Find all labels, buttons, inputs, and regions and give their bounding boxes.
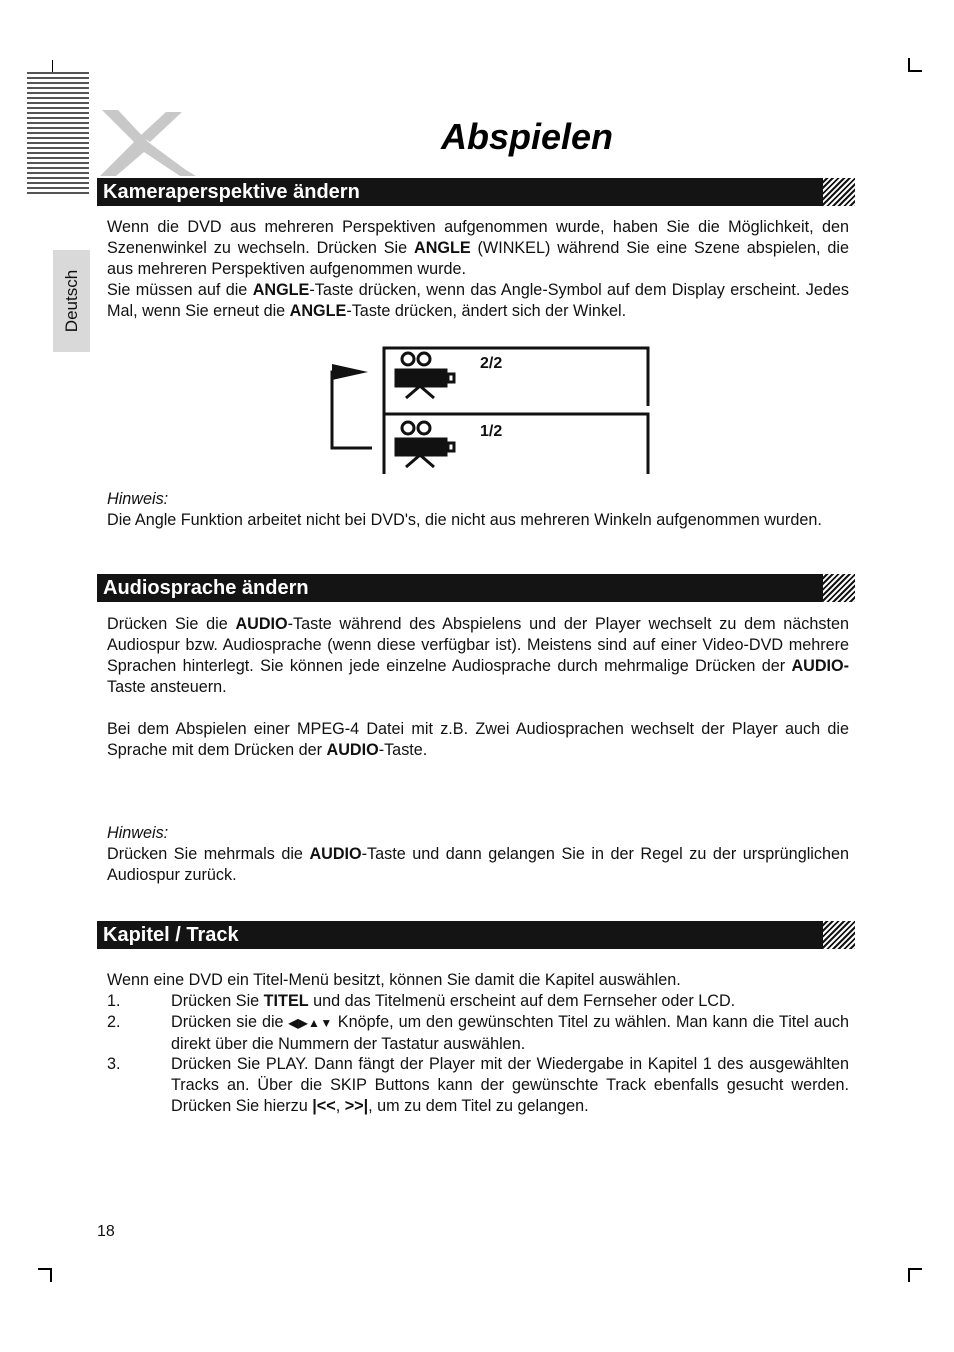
angle-paragraph-2: Sie müssen auf die ANGLE-Taste drücken, wenn das Angle-Symbol auf dem Display erscheint. Jedes Mal, wenn Sie erneut die ANGLE-Taste drücken, ändert sich der Winkel. (107, 281, 849, 320)
section-heading-label: Kapitel / Track (103, 924, 239, 946)
angle-label-bottom: 1/2 (480, 423, 503, 440)
arrow-keys-icon: ◀▶▲▼ (288, 1016, 333, 1030)
decorative-stripes (27, 72, 89, 197)
crop-mark-bottom-left (38, 1268, 52, 1282)
section-heading-label: Audiosprache ändern (103, 577, 309, 599)
heading-hatch-pattern (823, 921, 855, 949)
audio-note-label: Hinweis: (107, 824, 169, 842)
angle-note-text: Die Angle Funktion arbeitet nicht bei DVD's, die nicht aus mehreren Winkeln aufgenommen wurden. (107, 511, 822, 529)
angle-diagram (328, 344, 652, 476)
section-heading-angle (97, 178, 855, 206)
section-heading-chapter (97, 921, 855, 949)
page-title: Abspielen (441, 116, 614, 157)
camera-icon (396, 353, 454, 398)
section-heading-label: Kameraperspektive ändern (103, 181, 360, 203)
audio-paragraph-2: Bei dem Abspielen einer MPEG-4 Datei mit z.B. Zwei Audiosprachen wechselt der Player auch die Sprache mit dem Drücken der AUDIO-Taste. (107, 720, 849, 759)
audio-paragraph-1: Drücken Sie die AUDIO-Taste während des Abspielens und der Player wechselt zu dem nächsten Audiospur bzw. Audiosprache (wenn diese verfügbar ist). Meistens sind auf einer Video-DVD mehrere Sprachen hinterlegt. Sie können jede einzelne Audiosprache durch mehrmalige Drücken der AUDIO-Taste ansteuern. (107, 615, 849, 696)
language-tab (53, 250, 90, 352)
crop-mark-top-right (908, 58, 922, 72)
brand-logo (96, 106, 198, 178)
angle-note-label: Hinweis: (107, 490, 169, 508)
crop-mark-bottom-right (908, 1268, 922, 1282)
section-heading-audio (97, 574, 855, 602)
camera-icon (396, 422, 454, 467)
chapter-intro: Wenn eine DVD ein Titel-Menü besitzt, können Sie damit die Kapitel auswählen. (107, 971, 681, 989)
language-tab-label: Deutsch (61, 269, 81, 333)
heading-hatch-pattern (823, 178, 855, 206)
page-number: 18 (97, 1223, 115, 1240)
heading-hatch-pattern (823, 574, 855, 602)
angle-label-top: 2/2 (480, 355, 503, 372)
audio-note-text: Drücken Sie mehrmals die AUDIO-Taste und dann gelangen Sie in der Regel zu der ursprünglichen Audiospur zurück. (107, 845, 849, 884)
angle-paragraph-1: Wenn die DVD aus mehreren Perspektiven aufgenommen wurde, haben Sie die Möglichkeit, den Szenenwinkel zu wechseln. Drücken Sie ANGLE (WINKEL) während Sie eine Szene abspielen, die aus mehreren Perspektiven aufgenommen wurde. (107, 218, 849, 278)
